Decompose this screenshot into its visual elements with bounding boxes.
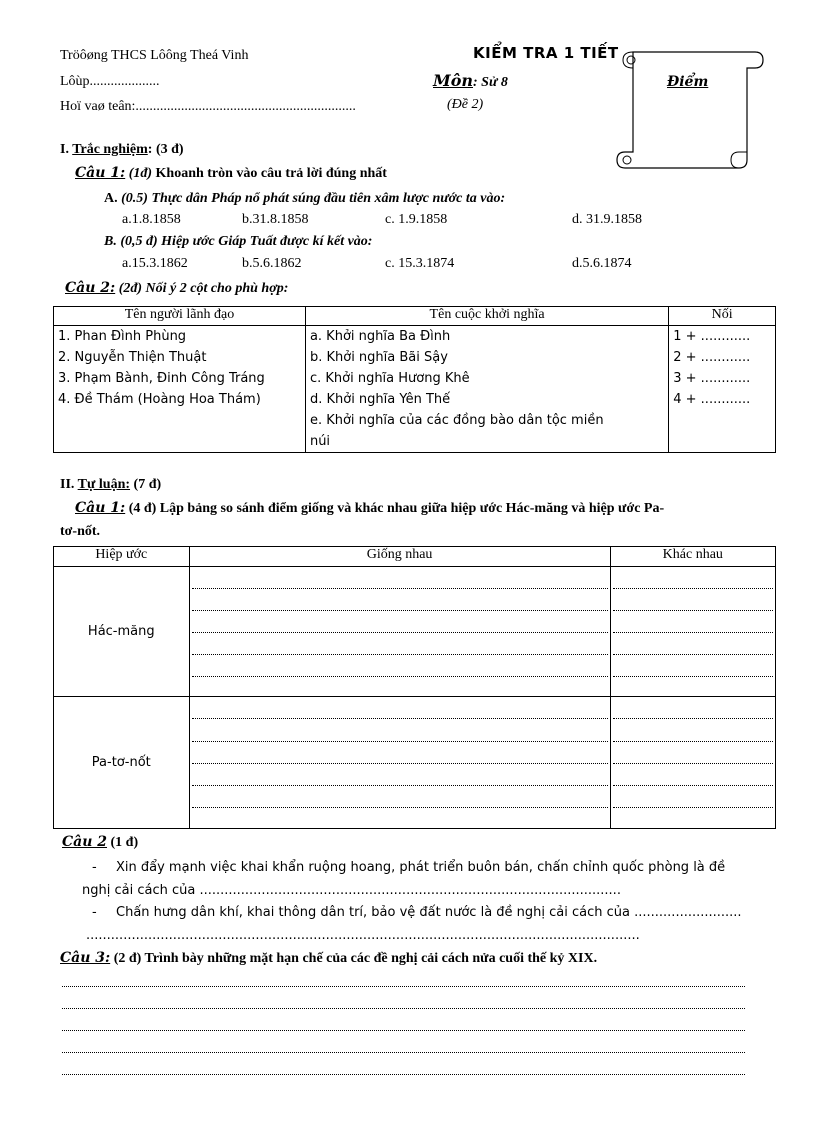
link-answer[interactable]: 3 + ............ bbox=[673, 371, 751, 386]
uprising-item: núi bbox=[309, 434, 331, 449]
leader-item: 2. Nguyễn Thiện Thuật bbox=[58, 350, 207, 365]
answer-line[interactable] bbox=[62, 1008, 745, 1009]
part2-title: Tự luận: bbox=[77, 477, 131, 492]
q1b-text: B. (0,5 đ) Hiệp ước Giáp Tuất được kí kết vào: bbox=[104, 234, 373, 249]
q2-text: (2đ) Nối ý 2 cột cho phù hợp: bbox=[118, 281, 289, 296]
harmand-different-cell[interactable] bbox=[610, 567, 775, 697]
q1a-option-c[interactable]: c. 1.9.1858 bbox=[385, 212, 448, 227]
essay-q2-item2-line2[interactable]: ...................................................................................................................................... bbox=[86, 928, 640, 943]
uprising-item: e. Khởi nghĩa của các đồng bào dân tộc miền bbox=[309, 413, 604, 428]
name-field[interactable]: Hoï vaø teân:............................................................... bbox=[60, 99, 356, 114]
q1a-text: (0.5) Thực dân Pháp nổ phát súng đầu tiên xâm lược nước ta vào: bbox=[121, 191, 506, 206]
subject-line bbox=[433, 71, 508, 91]
q1b-option-c[interactable]: c. 15.3.1874 bbox=[385, 256, 455, 271]
q2-label: Câu 2: bbox=[65, 280, 116, 296]
q1b-option-b[interactable]: b.5.6.1862 bbox=[242, 256, 302, 271]
matching-header-uprising: Tên cuộc khởi nghĩa bbox=[305, 307, 668, 326]
essay-q2-label: Câu 2 bbox=[62, 834, 108, 850]
patenotre-similar-cell[interactable] bbox=[189, 697, 610, 829]
leaders-cell bbox=[54, 326, 306, 453]
answer-line[interactable] bbox=[62, 1074, 745, 1075]
answer-line[interactable] bbox=[62, 1052, 745, 1053]
essay-q2-item1-line1: Xin đẩy mạnh việc khai khẩn ruộng hoang, phát triển buôn bán, chấn chỉnh quốc phòng là đề bbox=[116, 860, 726, 875]
essay-q1-text-cont: tơ-nốt. bbox=[60, 524, 101, 539]
leader-item: 1. Phan Đình Phùng bbox=[58, 329, 187, 344]
q1a-line bbox=[104, 191, 505, 207]
matching-table bbox=[53, 306, 776, 453]
essay-q2-item1-line2[interactable]: nghị cải cách của ...................................................................................................... bbox=[82, 883, 621, 898]
compare-header-treaty: Hiệp ước bbox=[54, 547, 190, 567]
essay-q3-line bbox=[60, 950, 597, 967]
score-scroll-frame bbox=[615, 42, 765, 174]
part2-number: II. bbox=[60, 477, 75, 492]
q1-line bbox=[75, 165, 387, 182]
part1-title: Trắc nghiệm bbox=[72, 142, 148, 157]
part2-heading bbox=[60, 477, 161, 493]
exam-variant: (Đề 2) bbox=[447, 97, 484, 112]
essay-q2-item2-line1[interactable]: Chấn hưng dân khí, khai thông dân trí, bảo vệ đất nước là đề nghị cải cách của .......................... bbox=[116, 905, 742, 920]
q1b-option-d[interactable]: d.5.6.1874 bbox=[572, 256, 632, 271]
essay-q1-label: Câu 1: bbox=[75, 500, 126, 516]
essay-q2-bullet2: - bbox=[92, 905, 97, 920]
leader-item: 3. Phạm Bành, Đinh Công Tráng bbox=[58, 371, 265, 386]
q1b-option-a[interactable]: a.15.3.1862 bbox=[122, 256, 188, 271]
part1-points: : (3 đ) bbox=[147, 142, 184, 157]
q1a-option-b[interactable]: b.31.8.1858 bbox=[242, 212, 309, 227]
q1-text: Khoanh tròn vào câu trả lời đúng nhất bbox=[155, 166, 387, 181]
leader-item: 4. Đề Thám (Hoàng Hoa Thám) bbox=[58, 392, 261, 407]
answer-line[interactable] bbox=[62, 1030, 745, 1031]
school-name: Tröôøng THCS Lôông Theá Vinh bbox=[60, 48, 249, 63]
exam-title: KIỂM TRA 1 TIẾT bbox=[473, 44, 619, 62]
answer-line[interactable] bbox=[62, 986, 745, 987]
essay-q1-line bbox=[75, 500, 664, 517]
uprisings-cell bbox=[305, 326, 668, 453]
part2-points: (7 đ) bbox=[130, 477, 162, 492]
patenotre-different-cell[interactable] bbox=[610, 697, 775, 829]
essay-q1-text: (4 đ) Lập bảng so sánh điểm giống và khác nhau giữa hiệp ước Hác-măng và hiệp ước Pa- bbox=[128, 501, 665, 516]
score-label: Điểm bbox=[667, 74, 709, 90]
q1a-option-a[interactable]: a.1.8.1858 bbox=[122, 212, 181, 227]
treaty-harmand: Hác-măng bbox=[54, 567, 190, 697]
essay-q2-points: (1 đ) bbox=[110, 835, 139, 850]
uprising-item: c. Khởi nghĩa Hương Khê bbox=[309, 371, 470, 386]
essay-q2-line bbox=[62, 834, 138, 851]
matching-header-leader: Tên người lãnh đạo bbox=[54, 307, 306, 326]
matching-header-link: Nối bbox=[669, 307, 776, 326]
link-answer[interactable]: 4 + ............ bbox=[673, 392, 751, 407]
harmand-similar-cell[interactable] bbox=[189, 567, 610, 697]
q1a-letter: A. bbox=[104, 191, 118, 206]
links-cell bbox=[669, 326, 776, 453]
part1-heading bbox=[60, 142, 184, 158]
subject-label: Môn bbox=[433, 71, 474, 90]
q1-label: Câu 1: bbox=[75, 165, 126, 181]
essay-q3-text: (2 đ) Trình bày những mặt hạn chế của các đề nghị cải cách nửa cuối thế kỷ XIX. bbox=[113, 951, 598, 966]
compare-header-similar: Giống nhau bbox=[189, 547, 610, 567]
q1a-option-d[interactable]: d. 31.9.1858 bbox=[572, 212, 642, 227]
essay-q2-bullet1: - bbox=[92, 860, 97, 875]
class-field[interactable]: Lôùp.................... bbox=[60, 74, 160, 89]
subject-value: : Sử 8 bbox=[473, 75, 508, 90]
uprising-item: b. Khởi nghĩa Bãi Sậy bbox=[309, 350, 448, 365]
compare-header-different: Khác nhau bbox=[610, 547, 775, 567]
link-answer[interactable]: 1 + ............ bbox=[673, 329, 751, 344]
essay-q3-label: Câu 3: bbox=[60, 950, 111, 966]
uprising-item: d. Khởi nghĩa Yên Thế bbox=[309, 392, 451, 407]
treaty-patenotre: Pa-tơ-nốt bbox=[54, 697, 190, 829]
q1-points: (1đ) bbox=[128, 166, 153, 181]
comparison-table bbox=[53, 546, 776, 829]
link-answer[interactable]: 2 + ............ bbox=[673, 350, 751, 365]
uprising-item: a. Khởi nghĩa Ba Đình bbox=[309, 329, 451, 344]
q2-line bbox=[65, 280, 288, 297]
part1-number: I. bbox=[60, 142, 69, 157]
